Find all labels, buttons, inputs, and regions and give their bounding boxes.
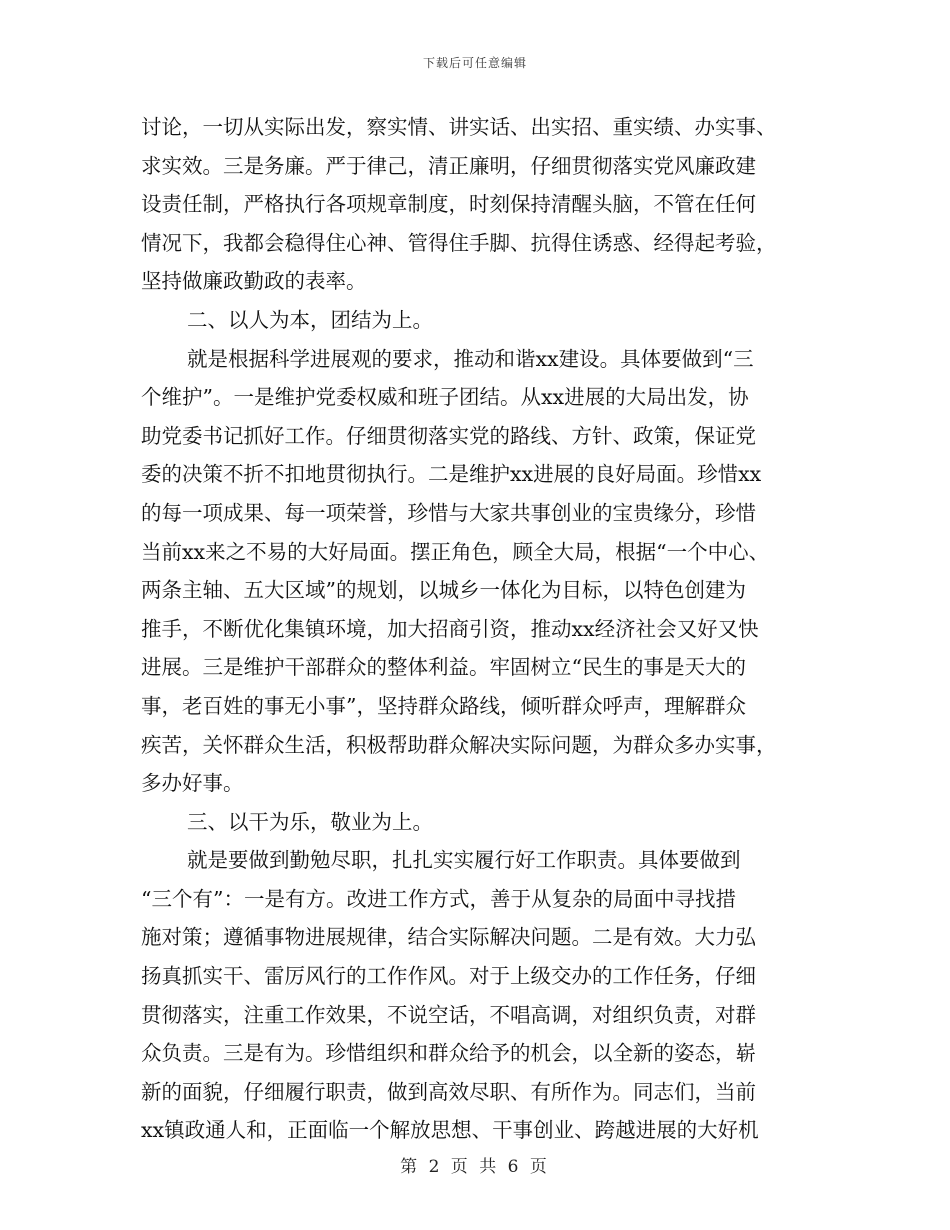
text-line: 的每一项成果、每一项荣誉，珍惜与大家共事创业的宝贵缘分，珍惜 xyxy=(141,500,756,525)
text-line: 两条主轴、五大区域”的规划，以城乡一体化为目标，以特色创建为 xyxy=(141,578,746,603)
page-number: 第 2 页 共 6 页 xyxy=(400,1157,550,1177)
text-line: “三个有”：一是有方。改进工作方式，善于从复杂的局面中寻找措 xyxy=(141,886,736,911)
text-line: 情况下，我都会稳得住心神、管得住手脚、抗得住诱惑、经得起考验， xyxy=(141,230,777,255)
text-line: 疾苦，关怀群众生活，积极帮助群众解决实际问题，为群众多办实事， xyxy=(141,732,777,757)
section-heading: 三、以干为乐，敬业为上。 xyxy=(187,809,433,834)
section-heading: 二、以人为本，团结为上。 xyxy=(187,307,433,332)
text-line: 贯彻落实，注重工作效果，不说空话，不唱高调，对组织负责，对群 xyxy=(141,1002,756,1027)
text-line: 多办好事。 xyxy=(141,771,244,796)
text-line: 扬真抓实干、雷厉风行的工作作风。对于上级交办的工作任务，仔细 xyxy=(141,964,756,989)
text-line: 委的决策不折不扣地贯彻执行。二是维护xx进展的良好局面。珍惜xx xyxy=(141,462,762,487)
text-line: 个维护”。一是维护党委权威和班子团结。从xx进展的大局出发，协 xyxy=(141,385,749,410)
text-line: 设责任制，严格执行各项规章制度，时刻保持清醒头脑，不管在任何 xyxy=(141,192,756,217)
text-line: 就是根据科学进展观的要求，推动和谐xx建设。具体要做到“三 xyxy=(187,346,754,371)
text-line: 讨论，一切从实际出发，察实情、讲实话、出实招、重实绩、办实事、 xyxy=(141,115,777,139)
text-line: 求实效。三是务廉。严于律己，清正廉明，仔细贯彻落实党风廉政建 xyxy=(141,153,756,178)
text-line: 就是要做到勤勉尽职，扎扎实实履行好工作职责。具体要做到 xyxy=(187,848,741,873)
document-body xyxy=(141,108,831,1150)
text-line: 助党委书记抓好工作。仔细贯彻落实党的路线、方针、政策，保证党 xyxy=(141,423,756,448)
page-header: 下载后可任意编辑 xyxy=(422,56,527,70)
text-line: 进展。三是维护干部群众的整体利益。牢固树立“民生的事是天大的 xyxy=(141,655,746,680)
text-line: 施对策；遵循事物进展规律，结合实际解决问题。二是有效。大力弘 xyxy=(141,925,756,950)
text-line: 当前xx来之不易的大好局面。摆正角色，顾全大局，根据“一个中心、 xyxy=(141,539,770,564)
text-line: 事，老百姓的事无小事”，坚持群众路线，倾听群众呼声，理解群众 xyxy=(141,693,746,718)
text-line: 新的面貌，仔细履行职责，做到高效尽职、有所作为。同志们，当前 xyxy=(141,1079,756,1104)
text-line: 推手，不断优化集镇环境，加大招商引资，推动xx经济社会又好又快 xyxy=(141,616,759,641)
text-line: 坚持做廉政勤政的表率。 xyxy=(141,269,367,294)
text-line: 众负责。三是有为。珍惜组织和群众给予的机会，以全新的姿态，崭 xyxy=(141,1041,756,1066)
text-line: xx镇政通人和，正面临一个解放思想、干事创业、跨越进展的大好机 xyxy=(141,1118,759,1143)
